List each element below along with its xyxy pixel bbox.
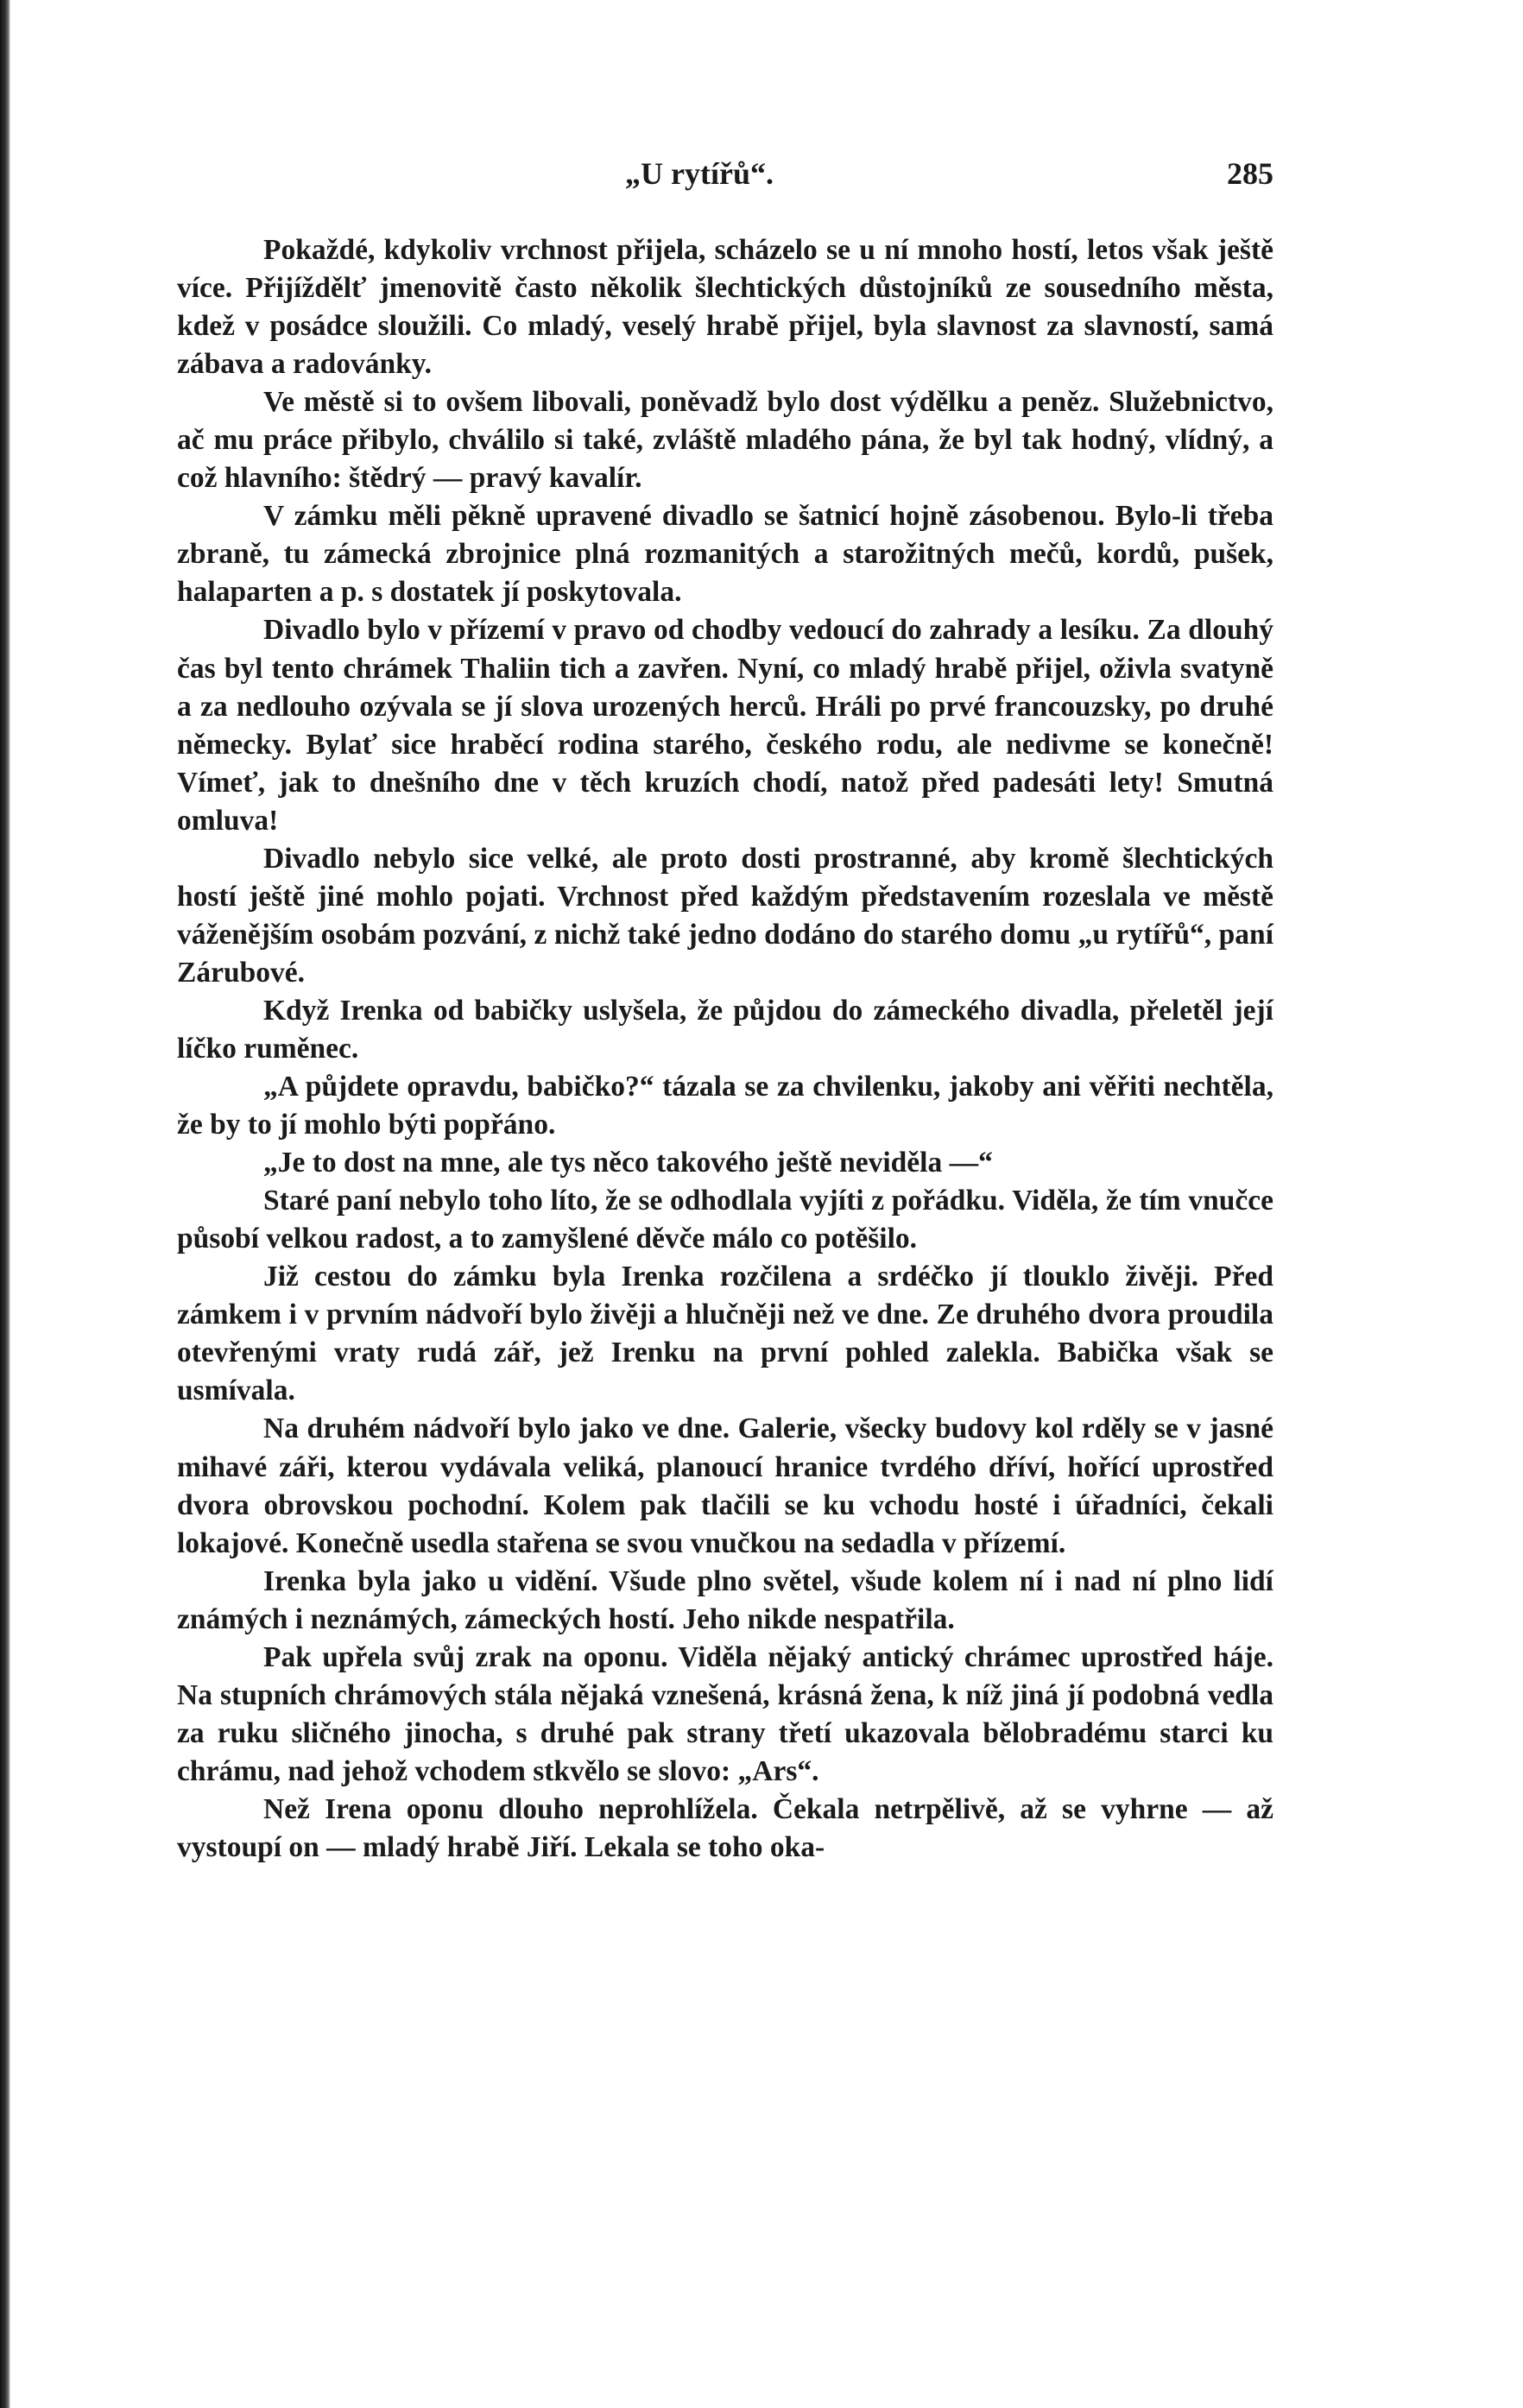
paragraph: Pokaždé, kdykoliv vrchnost přijela, scházelo se u ní mnoho hostí, letos však ještě více. Přijíždělť jmenovitě často několik šlechtických důstojníků ze sousedního města, kdež v posádce sloužili. Co mladý, veselý hrabě přijel, byla slavnost za slavností, samá zábava a radovánky. [177, 234, 1273, 381]
page-edge-shadow [0, 0, 10, 2408]
paragraph: Ve městě si to ovšem libovali, poněvadž bylo dost výdělku a peněz. Služebnictvo, ač mu práce přibylo, chválilo si také, zvláště mladého pána, že byl tak hodný, vlídný, a což hlavního: štědrý — pravý kavalír. [177, 386, 1273, 495]
body-text [177, 231, 1273, 1867]
paragraph: Divadlo nebylo sice velké, ale proto dosti prostranné, aby kromě šlechtických hostí ještě jiné mohlo pojati. Vrchnost před každým představením rozeslala ve městě váženějším osobám pozvání, z nichž také jedno dodáno do starého domu „u rytířů“, paní Zárubové. [177, 842, 1273, 989]
paragraph: Než Irena oponu dlouho neprohlížela. Čekala netrpělivě, až se vyhrne — až vystoupí on — mladý hrabě Jiří. Lekala se toho oka- [177, 1792, 1273, 1863]
page-number: 285 [1227, 156, 1273, 191]
paragraph: Irenka byla jako u vidění. Všude plno světel, všude kolem ní i nad ní plno lidí známých i neznámých, zámeckých hostí. Jeho nikde nespatřila. [177, 1564, 1273, 1635]
paragraph: Na druhém nádvoří bylo jako ve dne. Galerie, všecky budovy kol rděly se v jasné mihavé záři, kterou vydávala veliká, planoucí hranice tvrdého dříví, hořící uprostřed dvora obrovskou pochodní. Kolem pak tlačili se ku vchodu hosté i úřadníci, čekali lokajové. Konečně usedla stařena se svou vnučkou na sedadla v přízemí. [177, 1413, 1273, 1559]
paragraph: „Je to dost na mne, ale tys něco takového ještě neviděla —“ [263, 1147, 993, 1179]
book-page [177, 0, 1273, 2408]
paragraph: V zámku měli pěkně upravené divadlo se šatnicí hojně zásobenou. Bylo-li třeba zbraně, tu zámecká zbrojnice plná rozmanitých a starožitných mečů, kordů, pušek, halaparten a p. s dostatek jí poskytovala. [177, 500, 1273, 609]
paragraph: Pak upřela svůj zrak na oponu. Viděla nějaký antický chrámec uprostřed háje. Na stupních chrámových stála nějaká vznešená, krásná žena, k níž jiná jí podobná vedla za ruku sličného jinocha, s druhé pak strany třetí ukazovala bělobradému starci ku chrámu, nad jehož vchodem stkvělo se slovo: „Ars“. [177, 1640, 1273, 1787]
paragraph: Staré paní nebylo toho líto, že se odhodlala vyjíti z pořádku. Viděla, že tím vnučce působí velkou radost, a to zamyšlené děvče málo co potěšilo. [177, 1185, 1273, 1255]
page-header [177, 155, 1273, 199]
running-head: „U rytířů“. [625, 156, 774, 191]
paragraph: Divadlo bylo v přízemí v pravo od chodby vedoucí do zahrady a lesíku. Za dlouhý čas byl tento chrámek Thaliin tich a zavřen. Nyní, co mladý hrabě přijel, oživla svatyně a za nedlouho ozývala se jí slova urozených herců. Hráli po prvé francouzsky, po druhé německy. Bylať sice hraběcí rodina starého, českého rodu, ale nedivme se konečně! Vímeť, jak to dnešního dne v těch kruzích chodí, natož před padesáti lety! Smutná omluva! [177, 614, 1273, 837]
paragraph: Když Irenka od babičky uslyšela, že půjdou do zámeckého divadla, přeletěl její líčko ruměnec. [177, 994, 1273, 1065]
paragraph: „A půjdete opravdu, babičko?“ tázala se za chvilenku, jakoby ani věřiti nechtěla, že by to jí mohlo býti popřáno. [177, 1071, 1273, 1141]
paragraph: Již cestou do zámku byla Irenka rozčilena a srdéčko jí tlouklo živěji. Před zámkem i v prvním nádvoří bylo živěji a hlučněji než ve dne. Ze druhého dvora proudila otevřenými vraty rudá zář, jež Irenku na první pohled zalekla. Babička však se usmívala. [177, 1261, 1273, 1407]
